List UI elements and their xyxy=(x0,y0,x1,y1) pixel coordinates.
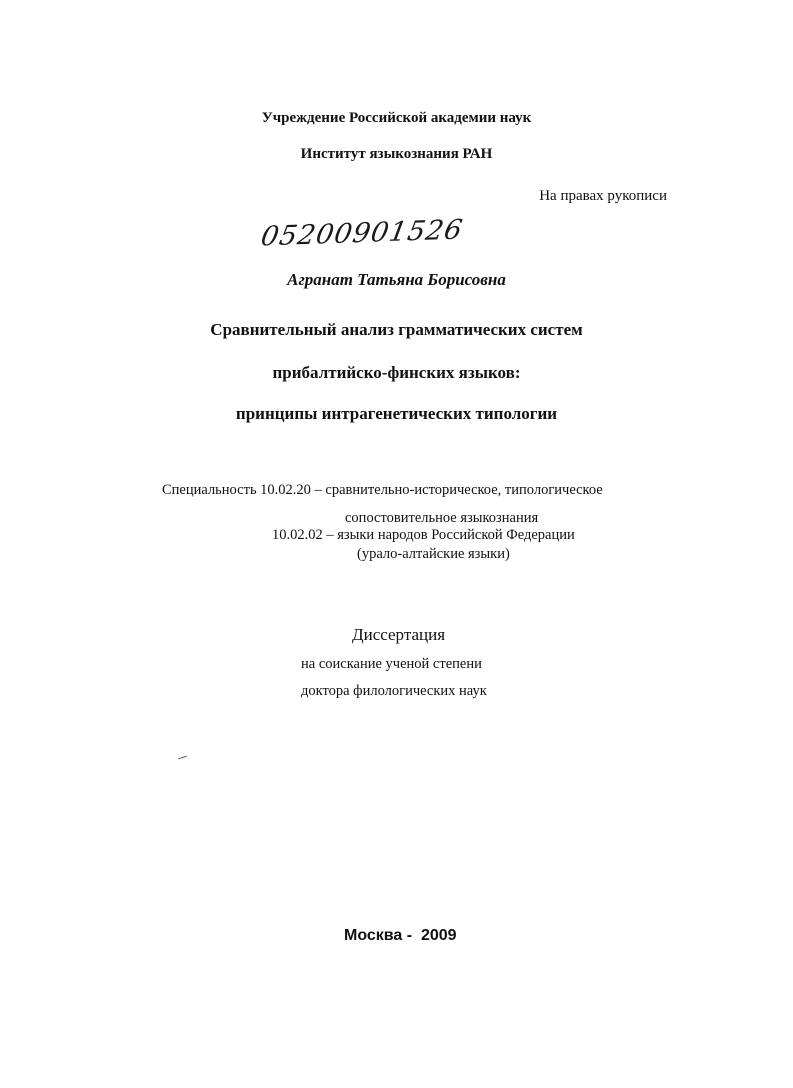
dissertation-title-line-2: прибалтийско-финских языков: xyxy=(272,363,521,382)
specialty-line-3: 10.02.02 – языки народов Российской Федерации xyxy=(272,527,575,543)
handwritten-registration-number: 05200901526 xyxy=(258,214,466,253)
specialty-line-1: Специальность 10.02.20 – сравнительно-историческое, типологическое xyxy=(162,482,603,498)
city-and-year: Москва - 2009 xyxy=(344,927,457,944)
institution-name: Учреждение Российской академии наук xyxy=(261,110,532,126)
degree-line-2: доктора филологических наук xyxy=(301,683,487,699)
dissertation-title-line-1: Сравнительный анализ грамматических систем xyxy=(210,320,583,339)
degree-line-1: на соискание ученой степени xyxy=(301,656,482,672)
specialty-line-2: сопостовительное языкознания xyxy=(345,510,539,526)
dissertation-title-line-3: принципы интрагенетических типологии xyxy=(235,404,558,423)
author-name: Агранат Татьяна Борисовна xyxy=(287,270,506,289)
specialty-line-4: (урало-алтайские языки) xyxy=(357,546,510,562)
institute-name: Институт языкознания РАН xyxy=(300,146,493,162)
scan-speck xyxy=(178,756,187,760)
manuscript-rights-note: На правах рукописи xyxy=(539,188,667,204)
document-type: Диссертация xyxy=(352,625,446,644)
